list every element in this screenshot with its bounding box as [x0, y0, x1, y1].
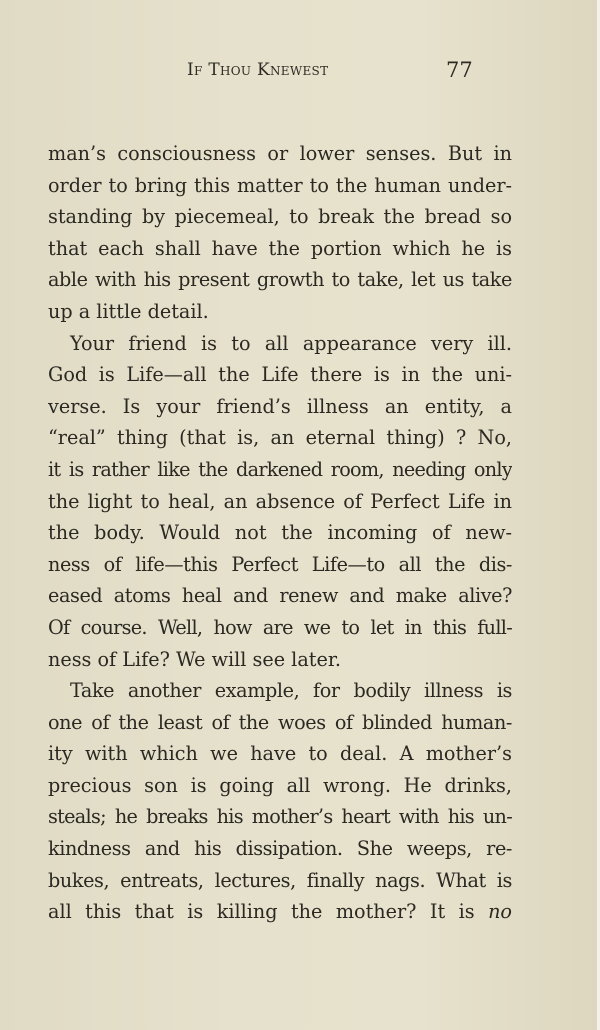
text-line: steals; he breaks his mother’s heart with his un-: [48, 805, 512, 829]
text-line: Take another example, for bodily illness is: [70, 679, 512, 703]
text-line: that each shall have the portion which he is: [48, 236, 512, 260]
italic-word: no: [488, 900, 512, 924]
text-line: ness of life—this Perfect Life—to all the dis-: [48, 552, 512, 576]
text-line-final-main: all this that is killing the mother? It is: [48, 900, 475, 924]
text-line: Your friend is to all appearance very ill.: [70, 331, 512, 355]
text-line: Of course. Well, how are we to let in this full-: [48, 615, 512, 639]
text-line: order to bring this matter to the human under-: [48, 173, 512, 197]
text-line: eased atoms heal and renew and make alive?: [48, 584, 512, 608]
text-line: man’s consciousness or lower senses. But in: [48, 142, 512, 165]
text-line: God is Life—all the Life there is in the uni-: [48, 363, 512, 387]
text-line: ness of Life? We will see later.: [48, 647, 341, 671]
body-text: [48, 138, 512, 928]
text-line: the light to heal, an absence of Perfect Life in: [48, 489, 512, 513]
text-line: precious son is going all wrong. He drinks,: [48, 773, 512, 797]
running-title: If Thou Knewest: [187, 60, 329, 80]
text-line: up a little detail.: [48, 299, 209, 323]
text-line: standing by piecemeal, to break the bread so: [48, 205, 512, 229]
text-line: ity with which we have to deal. A mother’s: [48, 742, 512, 766]
text-line: kindness and his dissipation. She weeps, re-: [48, 837, 512, 861]
running-header: [0, 58, 600, 90]
text-line: verse. Is your friend’s illness an entity, a: [48, 394, 512, 418]
text-line: it is rather like the darkened room, needing only: [48, 457, 512, 481]
text-line: “real” thing (that is, an eternal thing) ? No,: [48, 426, 512, 450]
text-line: the body. Would not the incoming of new-: [48, 521, 512, 545]
text-line: one of the least of the woes of blinded human-: [48, 710, 512, 734]
page-number: 77: [446, 58, 473, 82]
text-line: able with his present growth to take, let us take: [48, 268, 512, 292]
text-line: bukes, entreats, lectures, finally nags. What is: [48, 868, 512, 892]
text-line-final: [48, 896, 512, 928]
